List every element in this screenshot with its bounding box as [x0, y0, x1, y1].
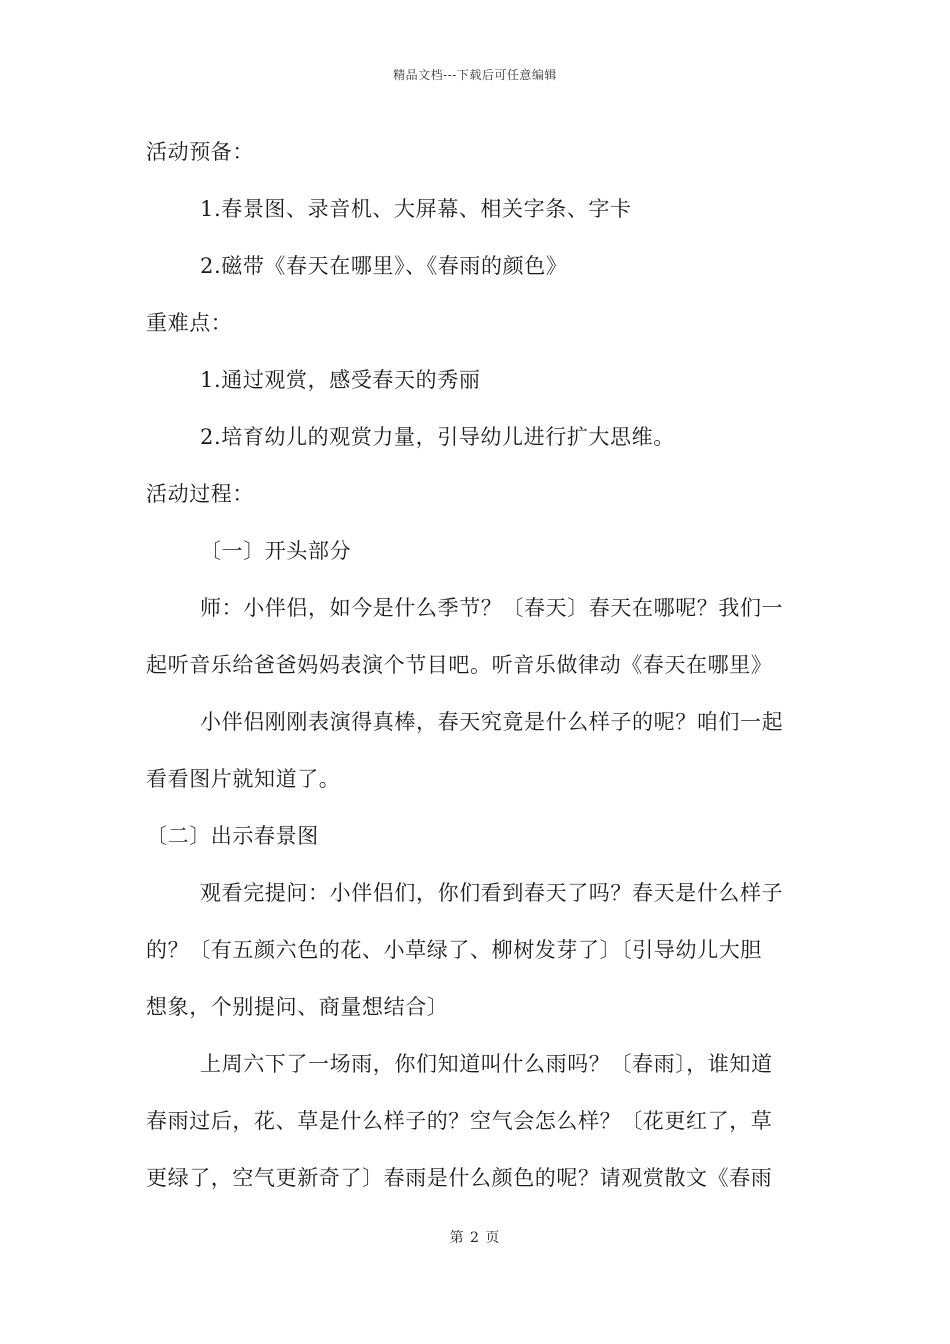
- paragraph-line: 的？〔有五颜六色的花、小草绿了、柳树发芽了〕〔引导幼儿大胆: [146, 938, 762, 962]
- section-heading-key-points: 重难点：: [146, 311, 233, 335]
- paragraph-line: 春雨过后，花、草是什么样子的？空气会怎么样？〔花更红了，草: [146, 1109, 773, 1133]
- paragraph-line: 小伴侣刚刚表演得真棒，春天究竟是什么样子的呢？咱们一起: [200, 710, 784, 734]
- paragraph-line: 看看图片就知道了。: [146, 767, 341, 791]
- list-item: 1.通过观赏，感受春天的秀丽: [200, 368, 481, 392]
- page-header: 精品文档---下载后可任意编辑: [393, 68, 557, 82]
- section-heading-process: 活动过程：: [146, 482, 254, 506]
- page-number: 第 2 页: [449, 1230, 501, 1246]
- paragraph-line: 观看完提问：小伴侣们，你们看到春天了吗？春天是什么样子: [200, 881, 784, 905]
- list-item: 2.培育幼儿的观赏力量，引导幼儿进行扩大思维。: [200, 425, 675, 449]
- paragraph-line: 起听音乐给爸爸妈妈表演个节目吧。听音乐做律动《春天在哪里》: [146, 653, 773, 677]
- subsection-heading: 〔二〕出示春景图: [146, 824, 319, 848]
- list-item: 2.磁带《春天在哪里》、《春雨的颜色》: [200, 254, 568, 278]
- paragraph-line: 想象，个别提问、商量想结合〕: [146, 995, 449, 1019]
- list-item: 1.春景图、录音机、大屏幕、相关字条、字卡: [200, 197, 632, 221]
- section-heading-preparation: 活动预备：: [146, 140, 254, 164]
- subsection-heading: 〔一〕开头部分: [200, 539, 352, 563]
- paragraph-line: 更绿了，空气更新奇了〕春雨是什么颜色的呢？请观赏散文《春雨: [146, 1166, 773, 1190]
- paragraph-line: 师：小伴侣，如今是什么季节？〔春天〕春天在哪呢？我们一: [200, 596, 784, 620]
- paragraph-line: 上周六下了一场雨，你们知道叫什么雨吗？〔春雨〕，谁知道: [200, 1052, 773, 1076]
